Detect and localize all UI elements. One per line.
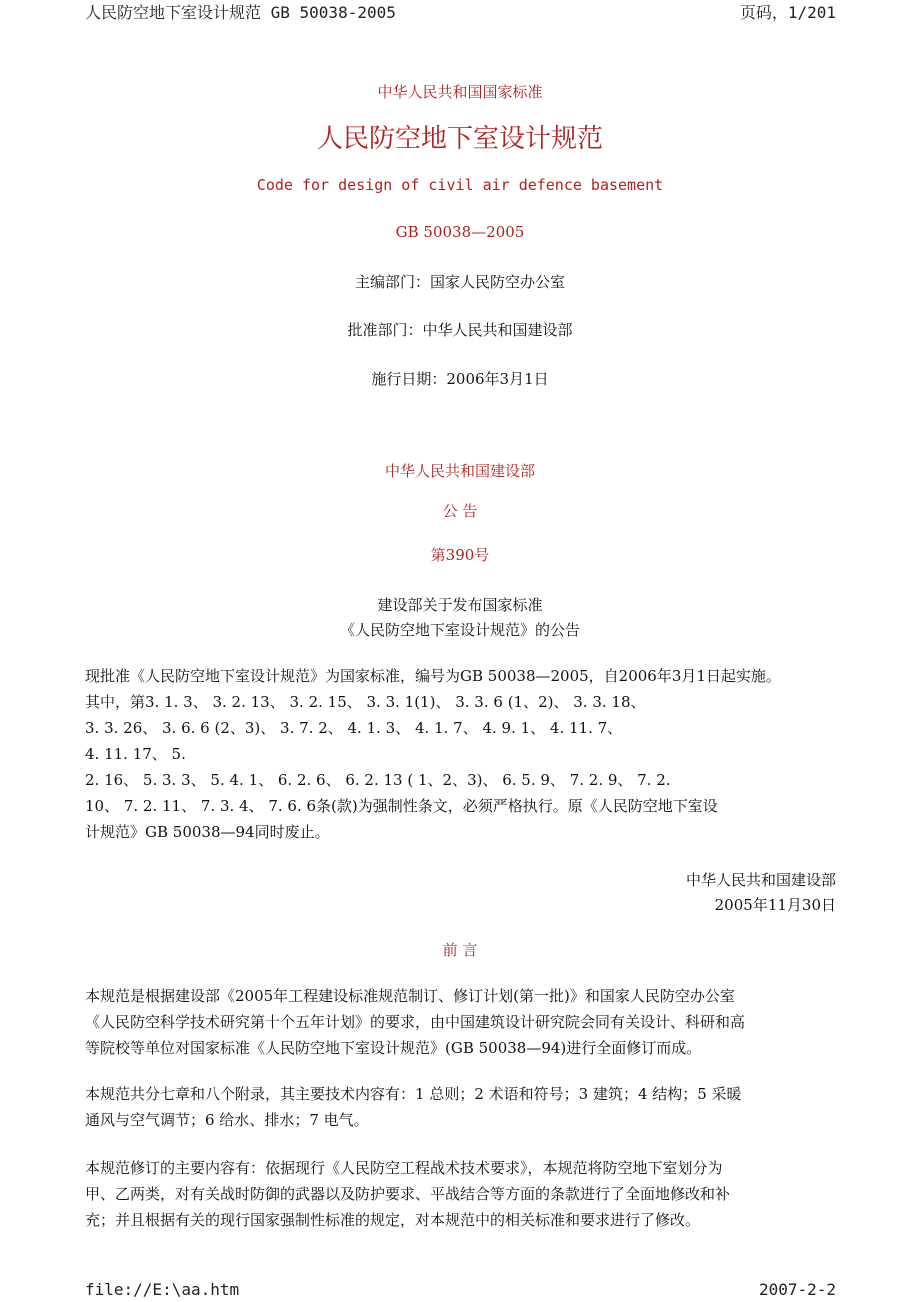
notice-issuer: 中华人民共和国建设部	[384, 462, 535, 480]
footer-file-path: file://E:\aa.htm	[85, 1280, 240, 1299]
preface-line: 本规范共分七章和八个附录，其主要技术内容有：1 总则；2 术语和符号；3 建筑；4 结构；5 采暖	[85, 1085, 742, 1103]
preface-heading: 前 言	[442, 941, 478, 959]
notice-body-line: 其中，第3. 1. 3、 3. 2. 13、 3. 2. 15、 3. 3. 1(1)、 3. 3. 6 (1、2)、 3. 3. 18、	[85, 693, 646, 711]
notice-body-line: 10、 7. 2. 11、 7. 3. 4、 7. 6. 6条(款)为强制性条文，必须严格执行。原《人民防空地下室设	[85, 797, 718, 815]
approval-department: 批准部门：中华人民共和国建设部	[347, 321, 573, 339]
preface-line: 充；并且根据有关的现行国家强制性标准的规定，对本规范中的相关标准和要求进行了修改。	[85, 1211, 701, 1229]
preface-paragraph-1	[85, 983, 836, 1061]
notice-body-line: 现批准《人民防空地下室设计规范》为国家标准，编号为GB 50038—2005，自2006年3月1日起实施。	[85, 667, 781, 685]
preface-line: 等院校等单位对国家标准《人民防空地下室设计规范》(GB 50038—94)进行全面修订而成。	[85, 1039, 702, 1057]
standard-code: GB 50038—2005	[395, 223, 525, 241]
notice-number: 第390号	[430, 546, 490, 564]
document-title: 人民防空地下室设计规范	[316, 124, 603, 154]
chief-editor-department: 主编部门：国家人民防空办公室	[354, 273, 565, 291]
footer-date: 2007-2-2	[758, 1280, 836, 1299]
notice-body-line: 3. 3. 26、 3. 6. 6 (2、3)、 3. 7. 2、 4. 1. 3、 4. 1. 7、 4. 9. 1、 4. 11. 7、	[85, 719, 623, 737]
notice-signature: 中华人民共和国建设部	[685, 871, 836, 889]
page-footer	[85, 1280, 836, 1299]
effective-date: 施行日期：2006年3月1日	[371, 370, 549, 388]
preface-line: 甲、乙两类，对有关战时防御的武器以及防护要求、平战结合等方面的条款进行了全面地修改和补	[85, 1185, 731, 1203]
notice-date: 2005年11月30日	[714, 896, 836, 914]
preface-paragraph-3	[85, 1155, 836, 1233]
notice-body-line: 2. 16、 5. 3. 3、 5. 4. 1、 6. 2. 6、 6. 2. 13 ( 1、2、3)、 6. 5. 9、 7. 2. 9、 7. 2.	[85, 771, 671, 789]
page-header	[85, 0, 836, 23]
notice-subject-line-2: 《人民防空地下室设计规范》的公告	[339, 621, 580, 639]
preface-line: 《人民防空科学技术研究第十个五年计划》的要求，由中国建筑设计研究院会同有关设计、科研和高	[85, 1013, 746, 1031]
header-title: 人民防空地下室设计规范 GB 50038-2005	[85, 3, 396, 22]
preface-line: 通风与空气调节；6 给水、排水；7 电气。	[85, 1111, 369, 1129]
header-page-number: 页码，1/201	[739, 3, 836, 22]
preface-paragraph-2	[85, 1081, 836, 1133]
notice-body-line: 4. 11. 17、 5.	[85, 745, 186, 763]
standard-category: 中华人民共和国国家标准	[377, 83, 543, 101]
notice-heading: 公 告	[442, 502, 478, 520]
document-title-english: Code for design of civil air defence basement	[256, 176, 664, 194]
preface-line: 本规范是根据建设部《2005年工程建设标准规范制订、修订计划(第一批)》和国家人民防空办公室	[85, 987, 735, 1005]
notice-body	[85, 663, 836, 845]
notice-body-line: 计规范》GB 50038—94同时废止。	[85, 823, 330, 841]
notice-subject-line-1: 建设部关于发布国家标准	[377, 596, 543, 614]
preface-line: 本规范修订的主要内容有：依据现行《人民防空工程战术技术要求》，本规范将防空地下室划分为	[85, 1159, 723, 1177]
